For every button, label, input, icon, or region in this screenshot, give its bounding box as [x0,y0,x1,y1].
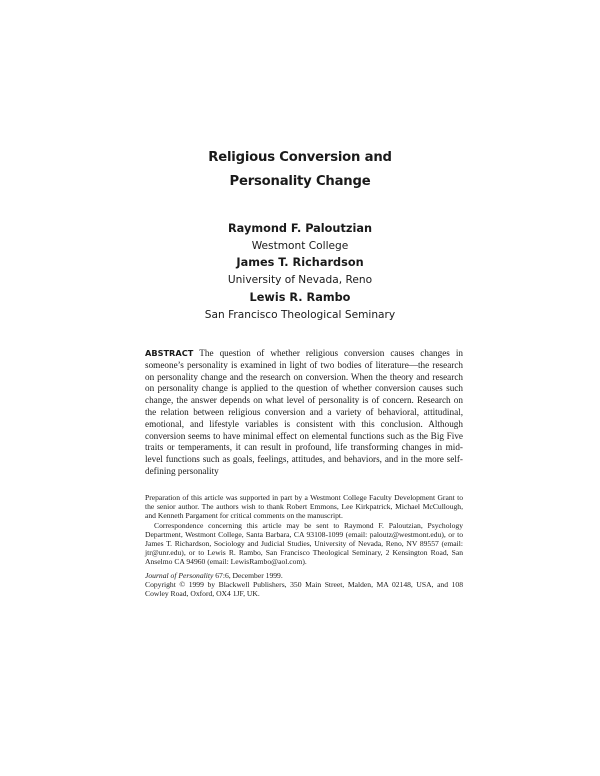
author-affiliation-3: San Francisco Theological Seminary [204,309,396,321]
author-name-1: Raymond F. Paloutzian [227,222,372,235]
author-affiliation-1: Westmont College [251,240,349,252]
article-title-line-1: Religious Conversion and [208,150,392,165]
journal-citation [145,571,463,580]
funding-note: Preparation of this article was supported in part by a Westmont College Faculty Development Grant to the senior author. The authors wish to thank Robert Emmons, Lee Kirkpatrick, Michael McCullough, and Kenneth Pargament for critical comments on the manuscript. [145,493,463,521]
article-title-line-2: Personality Change [229,174,371,189]
abstract [145,348,463,478]
copyright-notice: Copyright © 1999 by Blackwell Publishers, 350 Main Street, Malden, MA 02148, USA, and 108 Cowley Road, Oxford, OX4 1JF, UK. [145,579,463,599]
abstract-heading: ABSTRACT [145,348,194,358]
correspondence-note: Correspondence concerning this article may be sent to Raymond F. Paloutzian, Psychology Department, Westmont College, Santa Barbara, CA 93108-1099 (email: paloutz@westmont.edu), or to James T. Richardson, Sociology and Judicial Studies, University of Nevada, Reno, NV 89557 (email: jtr@unr.edu), or to Lewis R. Rambo, San Francisco Theological Seminary, 2 Kensington Road, San Anselmo CA 94960 (email: LewisRambo@aol.com). [145,520,463,567]
author-name-3: Lewis R. Rambo [249,291,351,304]
journal-issue: 67:6, December 1999. [215,570,283,580]
author-name-2: James T. Richardson [236,256,364,269]
footnotes [145,493,463,598]
author-affiliation-2: University of Nevada, Reno [227,274,373,286]
journal-name: Journal of Personality [145,570,214,580]
abstract-text: The question of whether religious conversion causes changes in someone’s personality is examined in light of two bodies of literature—the research on personality change and the research on conversion. When the theory and research on personality change is applied to the question of whether conversion causes such change, the answer depends on what level of personality is of concern. Research on the relation between religious conversion and a variety of behavioral, attitudinal, emotional, and lifestyle variables is consistent with this conclusion. Although conversion seems to have minimal effect on elemental functions such as the Big Five traits or temperaments, it can result in profound, life transforming changes in mid-level functions such as goals, feelings, attitudes, and behaviors, and in the more self-defining personality [145,348,463,476]
